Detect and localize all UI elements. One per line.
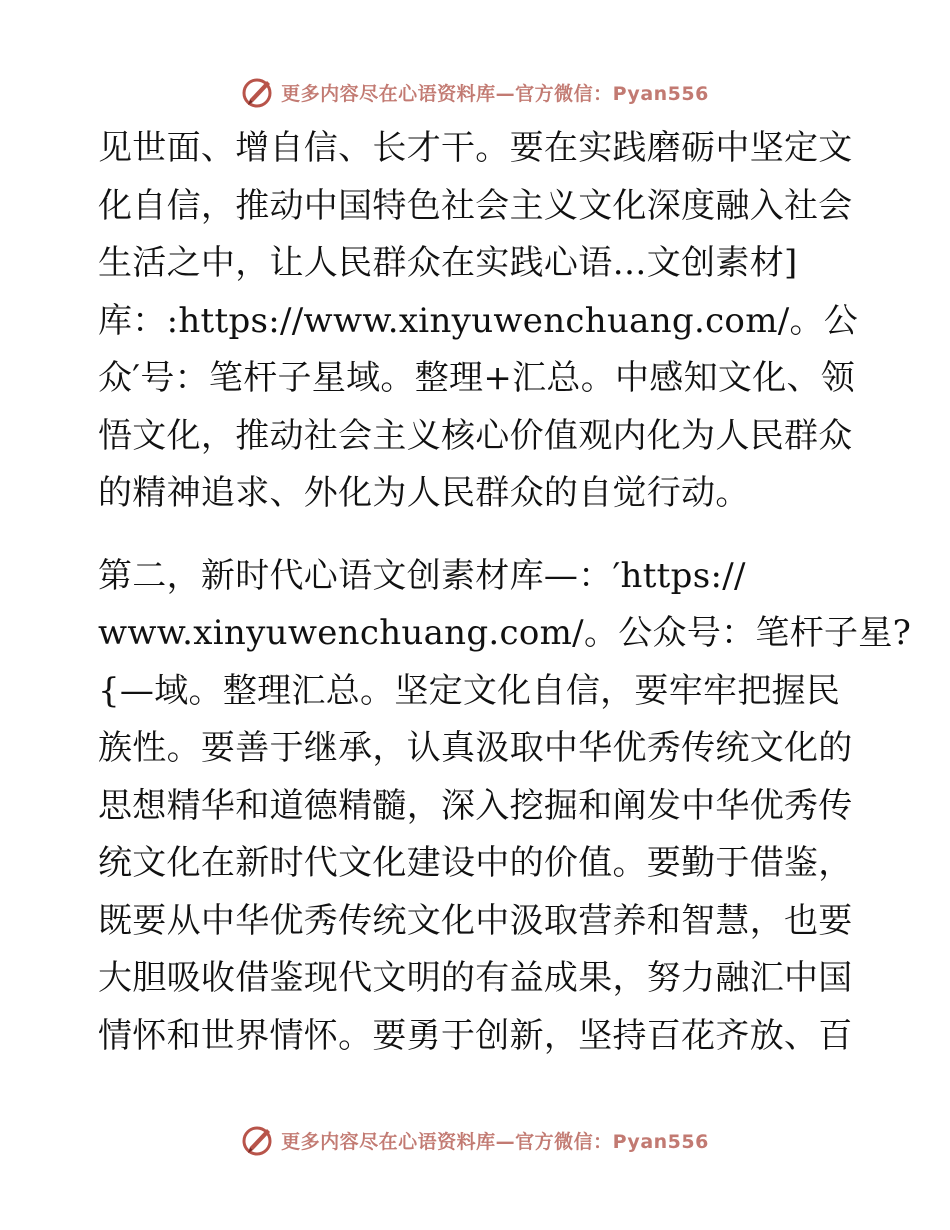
text-line: 大胆吸收借鉴现代文明的有益成果，努力融汇中国	[98, 958, 853, 998]
pen-logo-icon	[241, 75, 275, 109]
pen-logo-icon	[241, 1123, 275, 1157]
text-line: 库：:https://www.xinyuwenchuang.com/。公	[98, 300, 859, 341]
header-banner-text: 更多内容尽在心语资料库—官方微信：Pyan556	[281, 82, 709, 105]
text-line: www.xinyuwenchuang.com/。公众号：笔杆子星?	[98, 613, 912, 653]
text-line: {—域。整理汇总。坚定文化自信，要牢牢把握民	[98, 670, 841, 711]
paragraph-gap	[98, 523, 858, 548]
text-line: 化自信，推动中国特色社会主义文化深度融入社会	[98, 185, 853, 226]
text-line: 族性。要善于继承，认真汲取中华优秀传统文化的	[98, 728, 853, 768]
text-line: 众′号：笔杆子星域。整理+汇总。中感知文化、领	[98, 358, 856, 398]
text-line: 情怀和世界情怀。要勇于创新，坚持百花齐放、百	[98, 1015, 853, 1056]
text-line: 既要从中华优秀传统文化中汲取营养和智慧，也要	[98, 900, 853, 941]
text-line: 第二，新时代心语文创素材库—：′https://	[98, 555, 746, 596]
document-body	[98, 120, 912, 1065]
text-line: 悟文化，推动社会主义核心价值观内化为人民群众	[98, 415, 853, 456]
footer-banner-text: 更多内容尽在心语资料库—官方微信：Pyan556	[281, 1130, 709, 1153]
text-line: 统文化在新时代文化建设中的价值。要勤于借鉴，	[98, 843, 853, 883]
text-line: 见世面、增自信、长才干。要在实践磨砺中坚定文	[98, 128, 853, 168]
paragraph-2	[98, 548, 912, 1066]
header-banner	[0, 72, 950, 112]
paragraph-1	[98, 120, 858, 523]
text-line: 思想精华和道德精髓，深入挖掘和阐发中华优秀传	[98, 785, 853, 826]
text-line: 的精神追求、外化为人民群众的自觉行动。	[98, 473, 750, 513]
text-line: 生活之中，让人民群众在实践心语…文创素材]	[98, 243, 798, 283]
footer-banner	[0, 1120, 950, 1160]
